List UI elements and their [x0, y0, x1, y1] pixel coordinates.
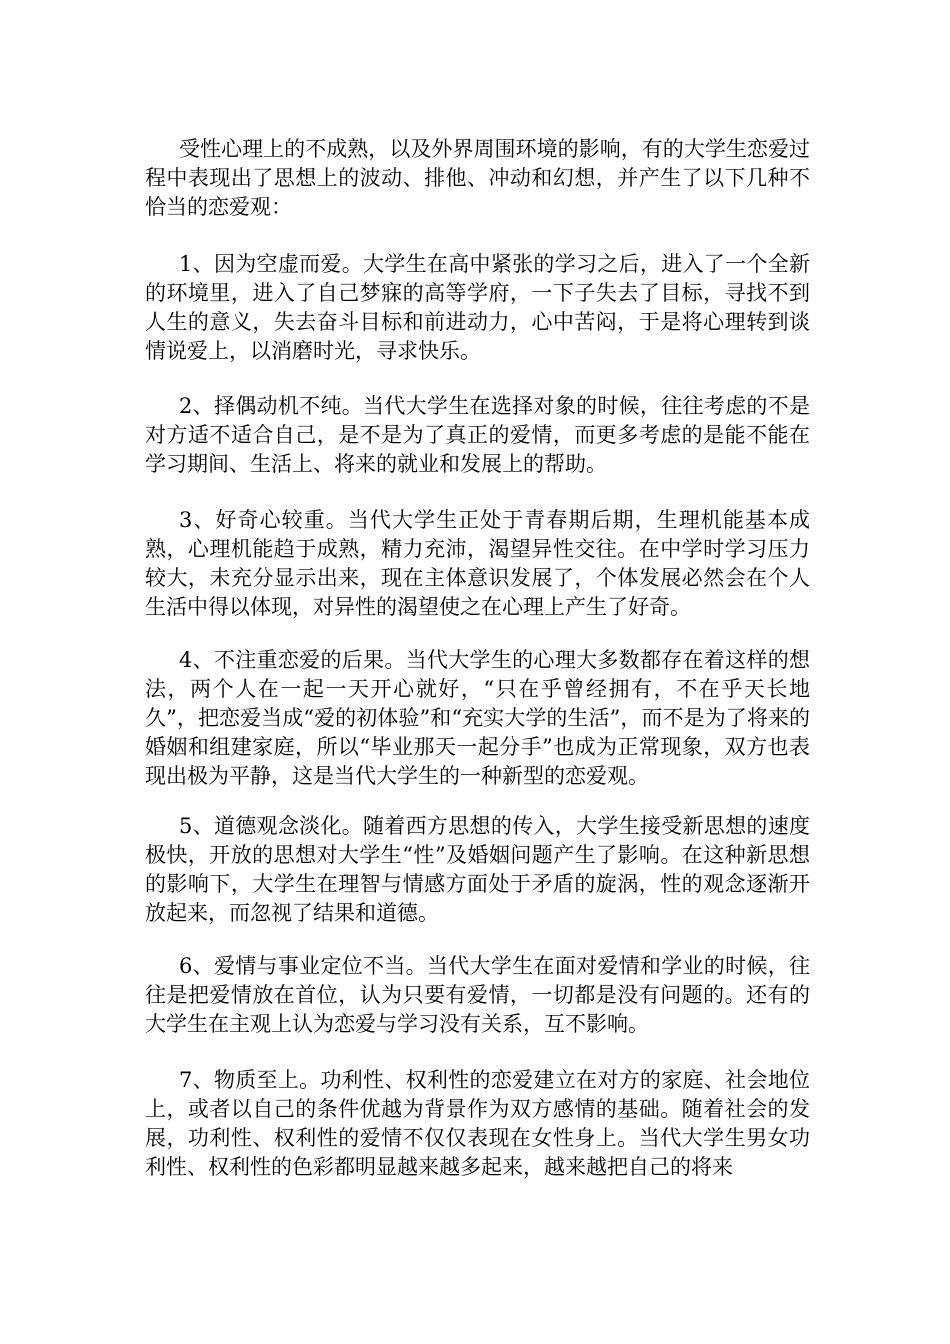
paragraph-item-3: 3、好奇心较重。当代大学生正处于青春期后期，生理机能基本成熟，心理机能趋于成熟，精力充沛，渴望异性交往。在中学时学习压力较大，未充分显示出来，现在主体意识发展了，个体发展必然会在个人生活中得以体现，对异性的渴望使之在心理上产生了好奇。: [145, 508, 810, 619]
paragraph-item-1: 1、因为空虚而爱。大学生在高中紧张的学习之后，进入了一个全新的环境里，进入了自己梦寐的高等学府，一下子失去了目标，寻找不到人生的意义，失去奋斗目标和前进动力，心中苦闷，于是将心理转到谈情说爱上，以消磨时光，寻求快乐。: [145, 252, 810, 363]
paragraph-item-5: 5、道德观念淡化。随着西方思想的传入，大学生接受新思想的速度极快，开放的思想对大学生“性”及婚姻问题产生了影响。在这种新思想的影响下，大学生在理智与情感方面处于矛盾的旋涡，性的观念逐渐开放起来，而忽视了结果和道德。: [145, 814, 810, 925]
intro-paragraph: 受性心理上的不成熟，以及外界周围环境的影响，有的大学生恋爱过程中表现出了思想上的波动、排他、冲动和幻想，并产生了以下几种不恰当的恋爱观：: [145, 137, 810, 219]
paragraph-item-7: 7、物质至上。功利性、权利性的恋爱建立在对方的家庭、社会地位上，或者以自己的条件优越为背景作为双方感情的基础。随着社会的发展，功利性、权利性的爱情不仅仅表现在女性身上。当代大学生男女功利性、权利性的色彩都明显越来越多起来，越来越把自己的将来: [145, 1068, 810, 1179]
paragraph-item-2: 2、择偶动机不纯。当代大学生在选择对象的时候，往往考虑的不是对方适不适合自己，是不是为了真正的爱情，而更多考虑的是能不能在学习期间、生活上、将来的就业和发展上的帮助。: [145, 394, 810, 476]
paragraph-item-6: 6、爱情与事业定位不当。当代大学生在面对爱情和学业的时候，往往是把爱情放在首位，认为只要有爱情，一切都是没有问题的。还有的大学生在主观上认为恋爱与学习没有关系，互不影响。: [145, 954, 810, 1036]
paragraph-item-4: 4、不注重恋爱的后果。当代大学生的心理大多数都存在着这样的想法，两个人在一起一天开心就好，“只在乎曾经拥有，不在乎天长地久”，把恋爱当成“爱的初体验”和“充实大学的生活”，而不是为了将来的婚姻和组建家庭，所以“毕业那天一起分手”也成为正常现象，双方也表现出极为平静，这是当代大学生的一种新型的恋爱观。: [145, 648, 810, 788]
